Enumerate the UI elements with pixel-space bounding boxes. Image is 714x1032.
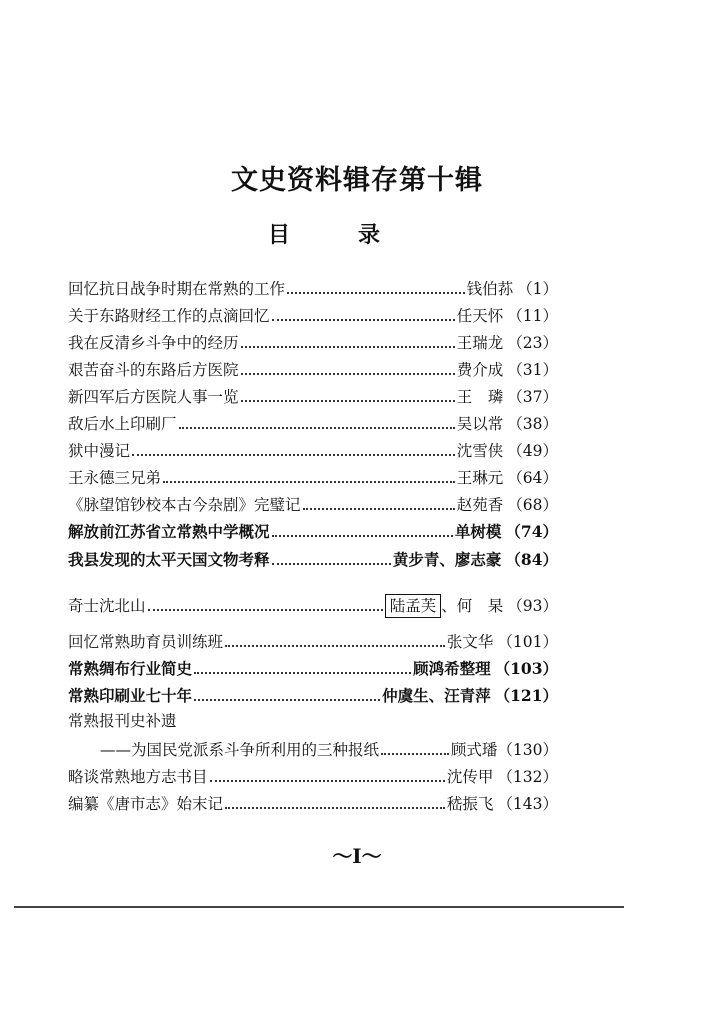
entry-page: （132）	[497, 768, 558, 786]
entry-title: 奇士沈北山	[68, 597, 146, 615]
entry-title: 编纂《唐市志》始末记	[68, 795, 224, 813]
toc-entry	[68, 493, 558, 515]
subentry-author: 顾式璠	[450, 741, 498, 759]
page-number: ～I～	[332, 844, 382, 868]
entry-author: 沈雪侠	[456, 442, 504, 460]
entry-title: 常熟绸布行业简史	[68, 659, 193, 678]
entry-author: 王 璘	[456, 388, 504, 406]
toc-heading-char-1: 目	[268, 222, 291, 248]
entry-page: （84）	[505, 550, 558, 569]
boxed-author-name: 陆孟芙	[385, 594, 442, 618]
toc-heading	[268, 218, 380, 249]
toc-entry	[68, 792, 558, 814]
leader-dots	[241, 346, 455, 348]
toc-entry	[68, 657, 558, 679]
toc-subentry	[100, 738, 558, 760]
entry-page: （121）	[494, 686, 558, 705]
toc-entry	[68, 304, 558, 326]
toc-entry	[68, 358, 558, 380]
leader-dots	[272, 563, 391, 565]
leader-dots	[287, 292, 465, 294]
group-heading: 常熟报刊史补遗	[68, 712, 177, 730]
entry-author: 王琳元	[456, 469, 504, 487]
entry-author: 赵苑香	[456, 496, 504, 514]
toc-entry	[68, 588, 558, 616]
entry-title: 狱中漫记	[68, 442, 131, 460]
leader-dots	[241, 373, 455, 375]
entry-author: 吴以常	[456, 415, 504, 433]
entry-page: （11）	[507, 307, 558, 325]
entry-title: 新四军后方医院人事一览	[68, 388, 239, 406]
leader-dots	[381, 753, 449, 755]
toc-entry	[68, 765, 558, 787]
entry-title: 回忆抗日战争时期在常熟的工作	[68, 280, 286, 298]
toc-entry	[68, 548, 558, 570]
entry-page: （143）	[497, 795, 558, 813]
toc-entry	[68, 684, 558, 706]
entry-author: 钱伯荪	[466, 280, 514, 298]
entry-author: 任天怀	[456, 307, 504, 325]
entry-title: 关于东路财经工作的点滴回忆	[68, 307, 270, 325]
entry-title: 略谈常熟地方志书目	[68, 768, 208, 786]
toc-heading-char-2: 录	[357, 222, 380, 248]
entry-title: 敌后水上印刷厂	[68, 415, 177, 433]
entry-title: 艰苦奋斗的东路后方医院	[68, 361, 239, 379]
entry-author: 仲虞生、汪青萍	[382, 686, 491, 705]
entry-title: 王永德三兄弟	[68, 469, 162, 487]
leader-dots	[148, 609, 383, 611]
bottom-rule	[14, 906, 624, 908]
entry-page: （23）	[507, 334, 558, 352]
leader-dots	[241, 400, 455, 402]
toc-entry	[68, 520, 558, 542]
entry-author: 嵇振飞	[446, 795, 494, 813]
leader-dots	[132, 454, 455, 456]
entry-author: 王瑞龙	[456, 334, 504, 352]
co-author-name: 、何 杲	[441, 597, 504, 615]
entry-page: （38）	[507, 415, 558, 433]
leader-dots	[210, 780, 445, 782]
subentry-title: ——为国民党派系斗争所利用的三种报纸	[100, 741, 380, 759]
entry-page: （49）	[507, 442, 558, 460]
toc-entry	[68, 412, 558, 434]
entry-author: 沈传甲	[446, 768, 494, 786]
leader-dots	[225, 645, 445, 647]
entry-page: （101）	[497, 633, 558, 651]
toc-entry	[68, 439, 558, 461]
leader-dots	[194, 699, 380, 701]
toc-entry	[68, 630, 558, 652]
entry-page: （1）	[517, 280, 558, 298]
toc-entry	[68, 277, 558, 299]
entry-author: 张文华	[446, 633, 494, 651]
leader-dots	[272, 535, 453, 537]
entry-page: （103）	[494, 659, 558, 678]
entry-page: （68）	[507, 496, 558, 514]
toc-entry	[68, 385, 558, 407]
entry-author: 顾鸿希整理	[413, 659, 491, 678]
entry-page: （31）	[507, 361, 558, 379]
leader-dots	[194, 672, 411, 674]
subentry-page: （130）	[497, 741, 558, 759]
entry-title: 回忆常熟助育员训练班	[68, 633, 224, 651]
leader-dots	[179, 427, 455, 429]
entry-page: （64）	[507, 469, 558, 487]
entry-author: 黄步青、廖志豪	[392, 550, 502, 569]
entry-page: （74）	[505, 522, 558, 541]
entry-author: 费介成	[456, 361, 504, 379]
leader-dots	[163, 481, 455, 483]
entry-title: 我在反清乡斗争中的经历	[68, 334, 239, 352]
entry-title: 常熟印刷业七十年	[68, 686, 193, 705]
book-title: 文史资料辑存第十辑	[231, 165, 483, 196]
toc-entry	[68, 466, 558, 488]
leader-dots	[272, 319, 455, 321]
entry-page: （93）	[507, 597, 558, 615]
entry-author: 单树模	[454, 522, 502, 541]
entry-title: 我县发现的太平天国文物考释	[68, 550, 270, 569]
entry-author	[385, 596, 504, 616]
toc-entry	[68, 331, 558, 353]
entry-page: （37）	[507, 388, 558, 406]
leader-dots	[225, 807, 445, 809]
entry-title: 《脉望馆钞校本古今杂剧》完璧记	[68, 496, 301, 514]
entry-title: 解放前江苏省立常熟中学概况	[68, 522, 270, 541]
leader-dots	[303, 508, 455, 510]
